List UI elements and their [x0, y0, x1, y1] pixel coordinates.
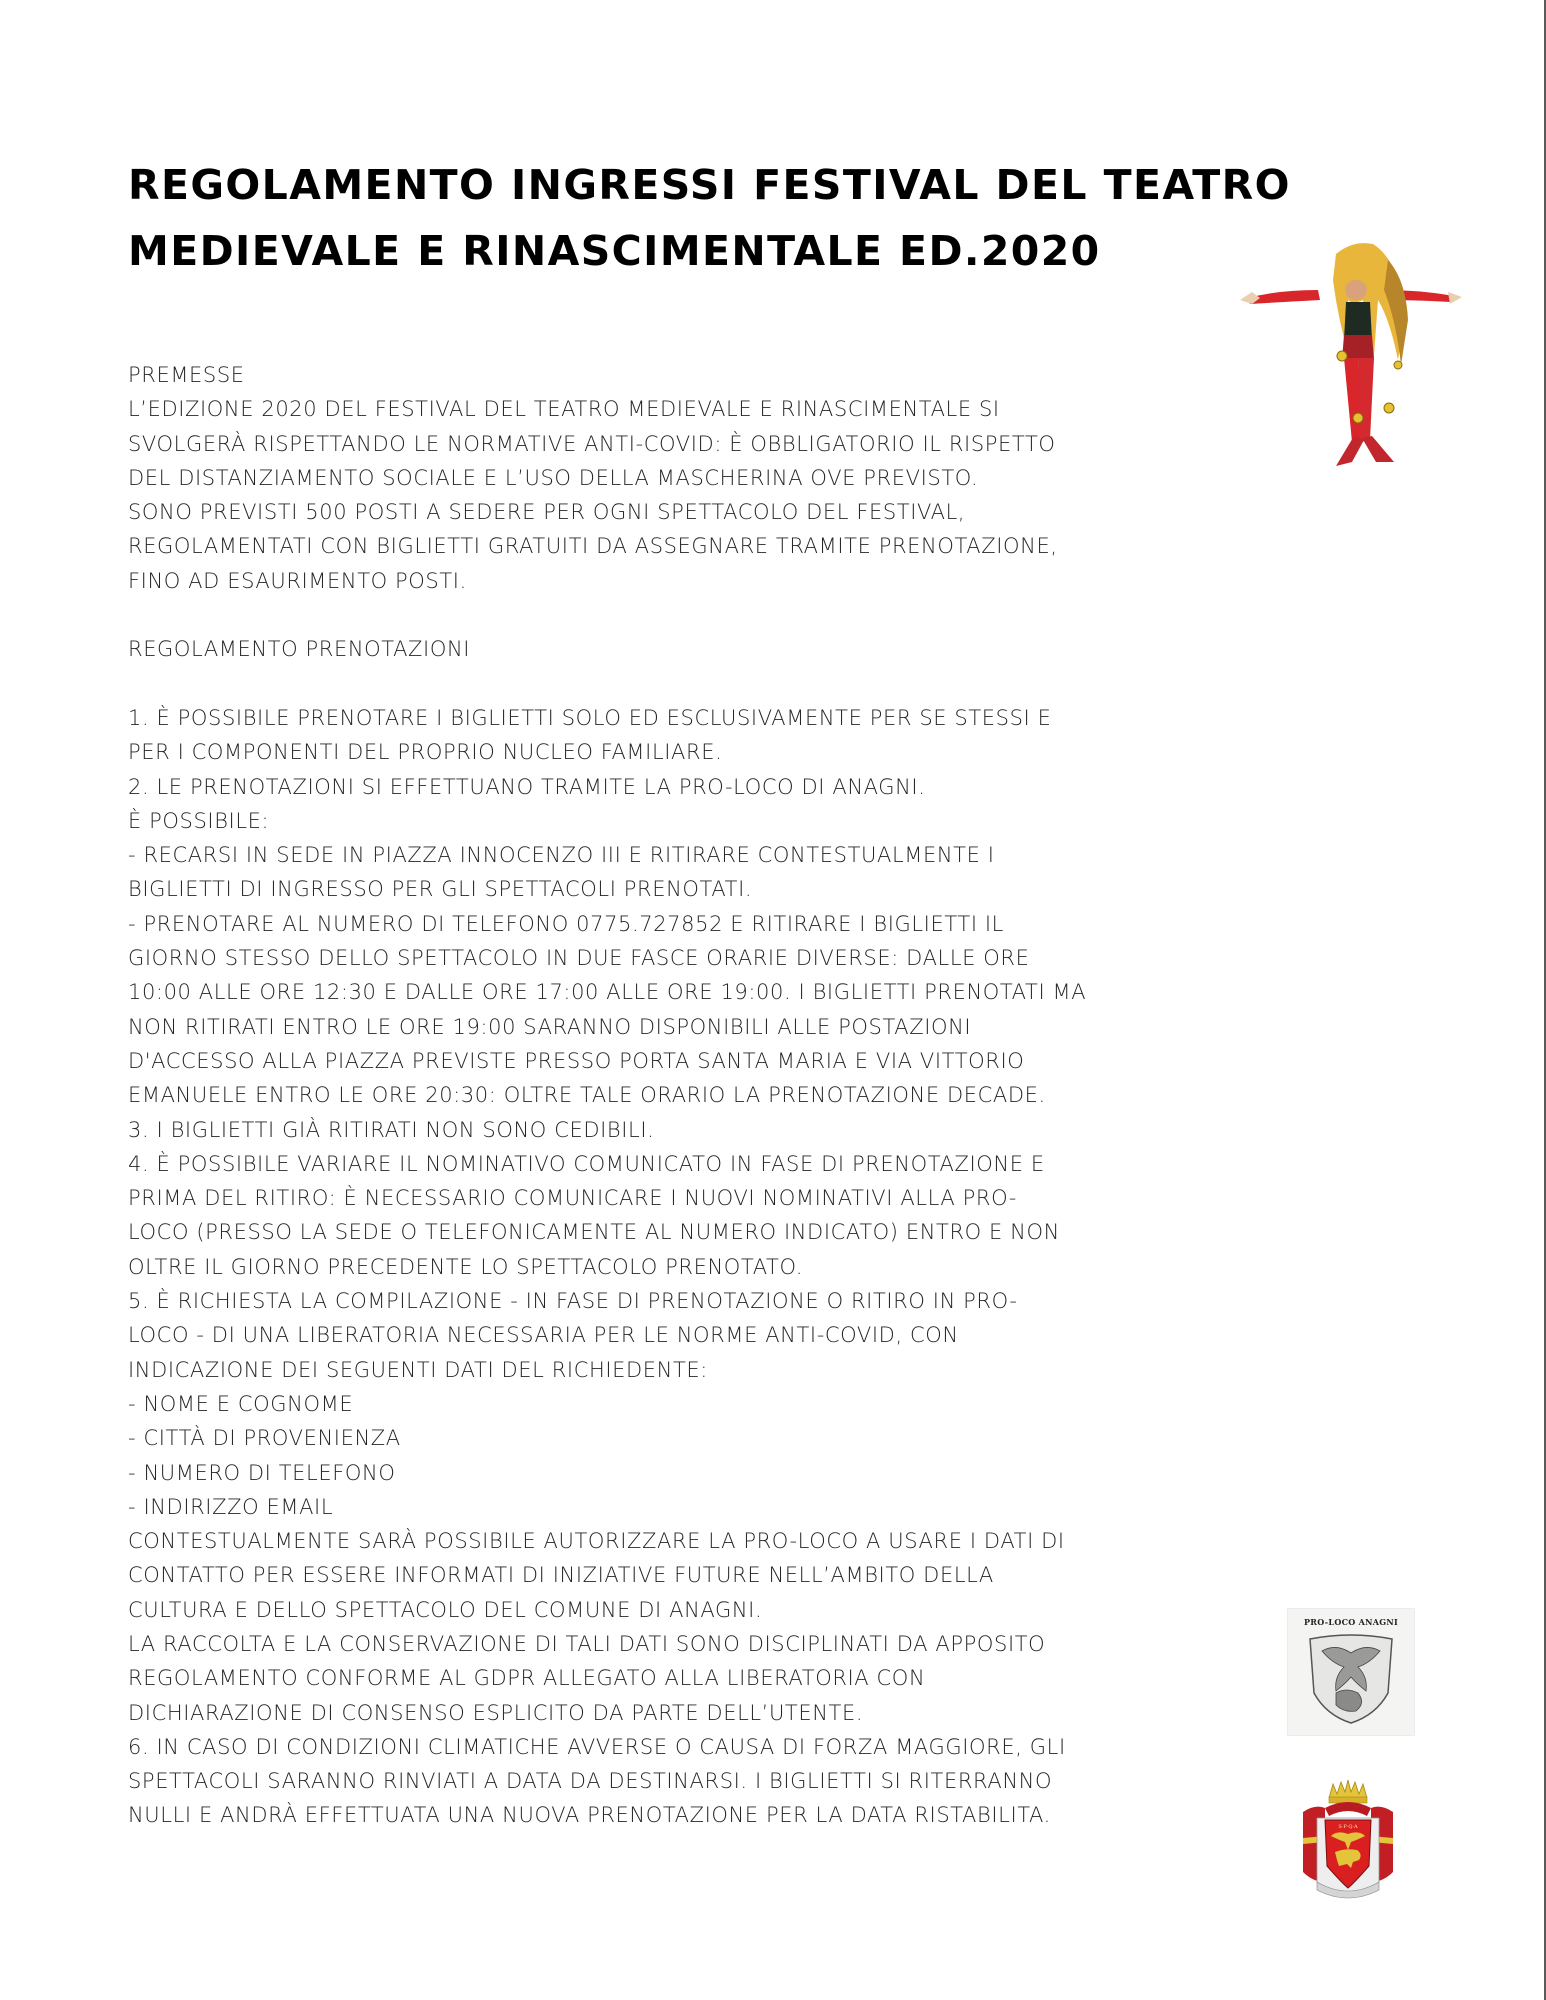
jester-illustration: [1238, 240, 1464, 470]
regolamento-line: 3. I BIGLIETTI GIÀ RITIRATI NON SONO CEDIBILI.: [128, 1117, 655, 1142]
jester-right-hand: [1448, 292, 1462, 304]
regolamento-line: 6. IN CASO DI CONDIZIONI CLIMATICHE AVVERSE O CAUSA DI FORZA MAGGIORE, GLI: [128, 1734, 1066, 1759]
regolamento-line: - NOME E COGNOME: [128, 1391, 354, 1416]
regolamento-line: NULLI E ANDRÀ EFFETTUATA UNA NUOVA PRENOTAZIONE PER LA DATA RISTABILITA.: [128, 1803, 1051, 1828]
regolamento-line: DICHIARAZIONE DI CONSENSO ESPLICITO DA PARTE DELL’UTENTE.: [128, 1700, 864, 1725]
regolamento-line: LOCO (PRESSO LA SEDE O TELEFONICAMENTE AL NUMERO INDICATO) ENTRO E NON: [128, 1220, 1060, 1245]
regolamento-line: EMANUELE ENTRO LE ORE 20:30: OLTRE TALE ORARIO LA PRENOTAZIONE DECADE.: [128, 1083, 1046, 1108]
coat-crown: [1329, 1780, 1367, 1798]
regolamento-paragraph: [128, 701, 1228, 1833]
regolamento-line: INDICAZIONE DEI SEGUENTI DATI DEL RICHIEDENTE:: [128, 1357, 708, 1382]
regolamento-line: PRIMA DEL RITIRO: È NECESSARIO COMUNICARE I NUOVI NOMINATIVI ALLA PRO-: [128, 1186, 1017, 1211]
regolamento-line: 4. È POSSIBILE VARIARE IL NOMINATIVO COMUNICATO IN FASE DI PRENOTAZIONE E: [128, 1151, 1045, 1176]
premesse-line: REGOLAMENTATI CON BIGLIETTI GRATUITI DA ASSEGNARE TRAMITE PRENOTAZIONE,: [128, 534, 1058, 559]
premesse-line: SONO PREVISTI 500 POSTI A SEDERE PER OGNI SPETTACOLO DEL FESTIVAL,: [128, 500, 966, 525]
jester-bell: [1394, 361, 1402, 369]
regolamento-line: NON RITIRATI ENTRO LE ORE 19:00 SARANNO DISPONIBILI ALLE POSTAZIONI: [128, 1014, 972, 1039]
regolamento-line: CULTURA E DELLO SPETTACOLO DEL COMUNE DI ANAGNI.: [128, 1597, 763, 1622]
anagni-coat-of-arms: [1295, 1778, 1401, 1908]
regolamento-line: - CITTÀ DI PROVENIENZA: [128, 1426, 401, 1451]
regolamento-line: CONTATTO PER ESSERE INFORMATI DI INIZIATIVE FUTURE NELL’AMBITO DELLA: [128, 1563, 994, 1588]
regolamento-line: OLTRE IL GIORNO PRECEDENTE LO SPETTACOLO PRENOTATO.: [128, 1254, 804, 1279]
spacer: [128, 598, 1228, 632]
premesse-paragraph: [128, 392, 1228, 598]
premesse-line: FINO AD ESAURIMENTO POSTI.: [128, 568, 467, 593]
spacer: [128, 667, 1228, 701]
jester-bell: [1337, 351, 1347, 361]
document-body: [128, 358, 1228, 1833]
section-heading-premesse: PREMESSE: [128, 363, 245, 387]
proloco-anagni-logo: [1287, 1608, 1415, 1736]
regolamento-line: È POSSIBILE:: [128, 808, 270, 833]
premesse-line: SVOLGERÀ RISPETTANDO LE NORMATIVE ANTI-COVID: È OBBLIGATORIO IL RISPETTO: [128, 431, 1056, 456]
jester-left-shoe: [1336, 436, 1364, 466]
jester-right-shoe: [1362, 436, 1394, 462]
regolamento-line: PER I COMPONENTI DEL PROPRIO NUCLEO FAMILIARE.: [128, 740, 723, 765]
regolamento-line: 2. LE PRENOTAZIONI SI EFFETTUANO TRAMITE LA PRO-LOCO DI ANAGNI.: [128, 774, 926, 799]
regolamento-line: CONTESTUALMENTE SARÀ POSSIBILE AUTORIZZARE LA PRO-LOCO A USARE I DATI DI: [128, 1529, 1065, 1554]
regolamento-line: SPETTACOLI SARANNO RINVIATI A DATA DA DESTINARSI. I BIGLIETTI SI RITERRANNO: [128, 1769, 1053, 1794]
section-heading-regolamento: REGOLAMENTO PRENOTAZIONI: [128, 637, 471, 662]
jester-bell: [1353, 413, 1363, 423]
title-line-1: REGOLAMENTO INGRESSI FESTIVAL DEL TEATRO: [128, 161, 1291, 209]
regolamento-line: LOCO - DI UNA LIBERATORIA NECESSARIA PER LE NORME ANTI-COVID, CON: [128, 1323, 959, 1348]
jester-bell: [1384, 403, 1394, 413]
regolamento-line: 10:00 ALLE ORE 12:30 E DALLE ORE 17:00 ALLE ORE 19:00. I BIGLIETTI PRENOTATI MA: [128, 980, 1087, 1005]
regolamento-line: 5. È RICHIESTA LA COMPILAZIONE - IN FASE DI PRENOTAZIONE O RITIRO IN PRO-: [128, 1289, 1018, 1314]
proloco-shield-icon: [1306, 1633, 1396, 1725]
regolamento-line: BIGLIETTI DI INGRESSO PER GLI SPETTACOLI PRENOTATI.: [128, 877, 753, 902]
regolamento-line: - RECARSI IN SEDE IN PIAZZA INNOCENZO III E RITIRARE CONTESTUALMENTE I: [128, 843, 995, 868]
regolamento-line: LA RACCOLTA E LA CONSERVAZIONE DI TALI DATI SONO DISCIPLINATI DA APPOSITO: [128, 1631, 1046, 1656]
jester-torso: [1344, 302, 1372, 340]
regolamento-line: - PRENOTARE AL NUMERO DI TELEFONO 0775.727852 E RITIRARE I BIGLIETTI IL: [128, 911, 1004, 936]
jester-face: [1345, 280, 1367, 300]
title-line-2: MEDIEVALE E RINASCIMENTALE ED.2020: [128, 227, 1101, 275]
jester-right-leg: [1358, 358, 1374, 442]
document-title: [128, 152, 1348, 284]
regolamento-line: D'ACCESSO ALLA PIAZZA PREVISTE PRESSO PORTA SANTA MARIA E VIA VITTORIO: [128, 1048, 1025, 1073]
regolamento-line: - INDIRIZZO EMAIL: [128, 1494, 334, 1519]
premesse-line: DEL DISTANZIAMENTO SOCIALE E L’USO DELLA MASCHERINA OVE PREVISTO.: [128, 465, 979, 490]
proloco-logo-label: PRO-LOCO ANAGNI: [1303, 1617, 1399, 1627]
jester-left-arm: [1248, 290, 1320, 304]
regolamento-line: 1. È POSSIBILE PRENOTARE I BIGLIETTI SOLO ED ESCLUSIVAMENTE PER SE STESSI E: [128, 705, 1052, 730]
coat-motto: S·P·Q·A: [1338, 1824, 1358, 1830]
regolamento-line: GIORNO STESSO DELLO SPETTACOLO IN DUE FASCE ORARIE DIVERSE: DALLE ORE: [128, 946, 1030, 971]
regolamento-line: - NUMERO DI TELEFONO: [128, 1460, 396, 1485]
regolamento-line: REGOLAMENTO CONFORME AL GDPR ALLEGATO ALLA LIBERATORIA CON: [128, 1666, 926, 1691]
premesse-line: L’EDIZIONE 2020 DEL FESTIVAL DEL TEATRO MEDIEVALE E RINASCIMENTALE SI: [128, 397, 1000, 422]
